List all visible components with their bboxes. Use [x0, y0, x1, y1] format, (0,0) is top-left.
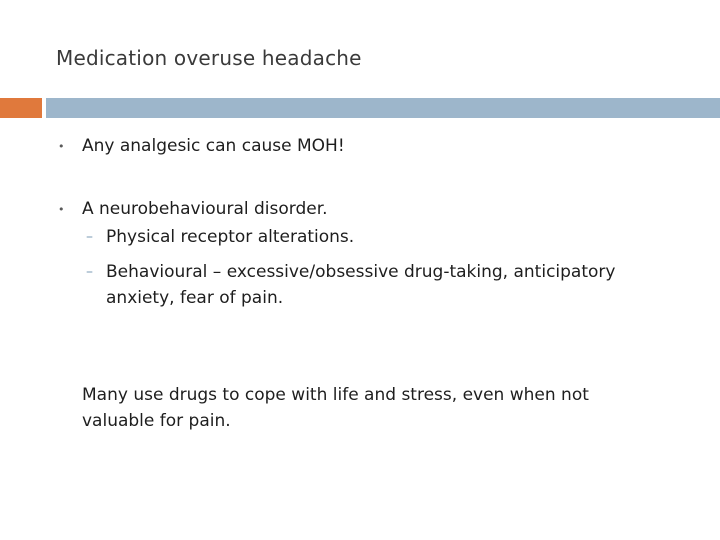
sub-bullet-marker: – [86, 229, 93, 245]
bullet-text: Any analgesic can cause MOH! [82, 136, 345, 156]
note-line: valuable for pain. [82, 411, 231, 431]
note-line: Many use drugs to cope with life and stress, even when not [82, 385, 589, 405]
bullet-marker: • [58, 140, 65, 153]
sub-bullet-text: Behavioural – excessive/obsessive drug-taking, anticipatory [106, 262, 616, 282]
accent-bar-blue [46, 98, 720, 118]
sub-bullet-marker: – [86, 264, 93, 280]
bullet-marker: • [58, 203, 65, 216]
accent-bar-orange [0, 98, 42, 118]
bullet-text: A neurobehavioural disorder. [82, 199, 328, 219]
sub-bullet-text-continued: anxiety, fear of pain. [106, 288, 284, 308]
slide-title: Medication overuse headache [56, 46, 362, 70]
sub-bullet-text: Physical receptor alterations. [106, 227, 355, 247]
